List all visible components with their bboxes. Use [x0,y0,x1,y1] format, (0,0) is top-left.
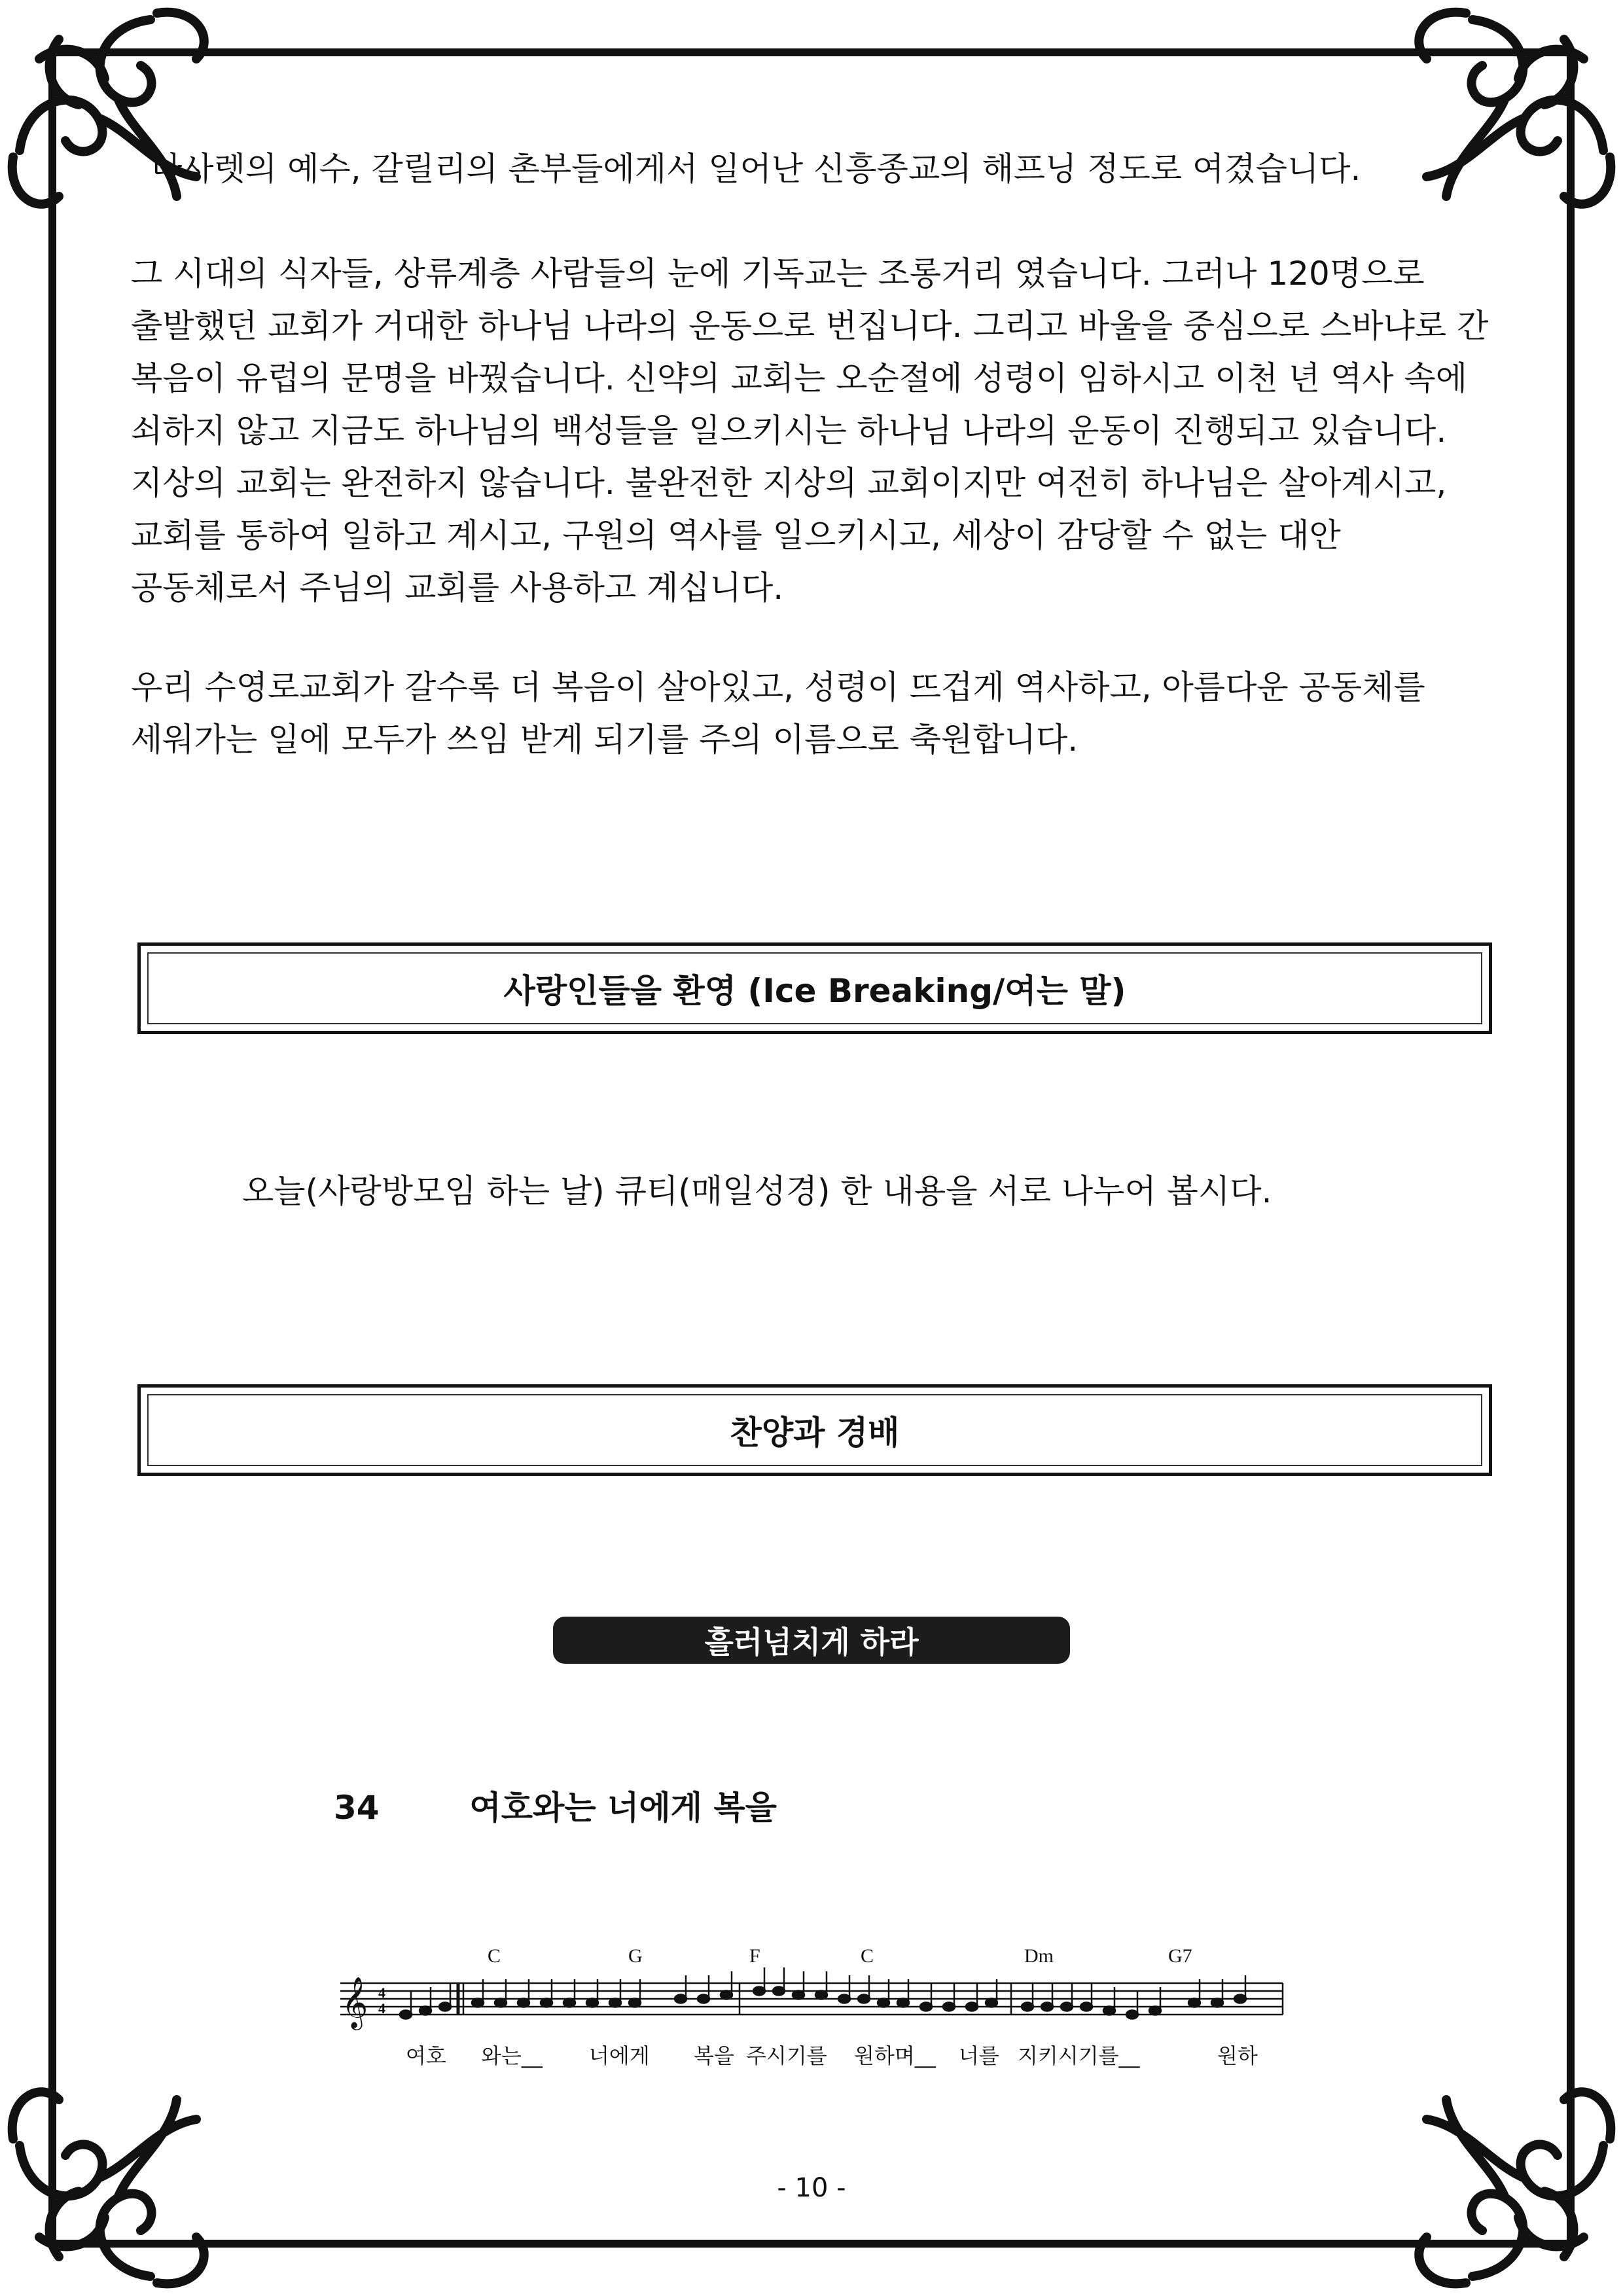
section-title: 사랑인들을 환영 (Ice Breaking/여는 말) [147,952,1482,1024]
melody-notes [400,1967,1246,2019]
note-head [495,1999,507,2007]
section-header-ice-breaking [137,942,1492,1034]
note-head [943,2003,955,2011]
note-head [858,1995,870,2003]
paragraph-blessing [131,661,1492,766]
song-heading [334,1782,777,1829]
note-head [753,1987,765,1996]
text-line: 쇠하지 않고 지금도 하나님의 백성들을 일으키시는 하나님 나라의 운동이 진행되고 있습니다. [131,412,1447,450]
note-head [1149,2007,1161,2015]
chord-label: Dm [1024,1945,1054,1967]
note-head [472,1999,484,2007]
text-line: 공동체로서 주님의 교회를 사용하고 계십니다. [131,569,784,607]
note-head [629,1999,641,2007]
note-head [1188,1999,1200,2007]
note-head [518,1999,529,2007]
time-signature-bottom: 4 [378,2000,385,2017]
note-head [1103,2007,1115,2015]
treble-clef-icon: 𝄞 [342,1977,368,2028]
lyric: 원하 [1217,2043,1258,2068]
chord-label: G7 [1168,1945,1192,1967]
note-head [563,1999,575,2007]
note-head [698,1995,709,2003]
note-head [920,2003,932,2011]
note-head [721,1991,732,2000]
lyric: 여호 [406,2043,446,2068]
note-head [878,1999,889,2007]
chord-label: F [749,1945,760,1967]
chord-label: G [628,1945,643,1967]
note-head [838,1995,850,2003]
note-head [400,2011,412,2019]
chord-label: C [488,1945,501,1967]
note-head [1061,2003,1073,2011]
chord-label: C [861,1945,874,1967]
lyric: 지키시기를__ [1018,2043,1140,2068]
note-head [609,1999,621,2007]
text-line: 세워가는 일에 모두가 쓰임 받게 되기를 주의 이름으로 축원합니다. [131,721,1079,759]
text-line: 출발했던 교회가 거대한 하나님 나라의 운동으로 번집니다. 그리고 바울을 중심으로 스바냐로 간 [131,307,1489,345]
note-head [773,1987,785,1996]
note-head [586,1999,598,2007]
paragraph-intro [131,143,1492,195]
note-head [1041,2003,1053,2011]
note-head [1211,1999,1223,2007]
song-title: 여호와는 너에게 복을 [469,1789,777,1827]
text-line: 나사렛의 예수, 갈릴리의 촌부들에게서 일어난 신흥종교의 해프닝 정도로 여겼습니다. [151,150,1361,188]
note-head [439,2003,451,2011]
text-line: 교회를 통하여 일하고 계시고, 구원의 역사를 일으키시고, 세상이 감당할 수 없는 대안 [131,516,1341,554]
qt-prompt: 오늘(사랑방모임 하는 날) 큐티(매일성경) 한 내용을 서로 나누어 봅시다. [242,1172,1272,1210]
note-head [1126,2011,1138,2019]
song-set-label: 흘러넘치게 하라 [553,1617,1070,1664]
note-head [1022,2003,1033,2011]
lyric: 너에게 [589,2043,650,2068]
lyric: 너를 [959,2043,999,2068]
lyric: 주시기를 [746,2043,827,2068]
note-head [986,1999,997,2007]
paragraph-history [131,247,1492,614]
lyric: 원하며__ [854,2043,936,2068]
section-header-worship [137,1384,1492,1476]
sheet-music [327,1937,1296,2094]
page-number: - 10 - [777,2173,846,2203]
note-head [675,1995,687,2003]
note-head [966,2003,978,2011]
text-line: 지상의 교회는 완전하지 않습니다. 불완전한 지상의 교회이지만 여전히 하나님은 살아계시고, [131,464,1447,502]
lyric: 와는__ [481,2043,543,2068]
note-head [541,1999,552,2007]
text-line: 우리 수영로교회가 갈수록 더 복음이 살아있고, 성령이 뜨겁게 역사하고, 아름다운 공동체를 [131,668,1425,706]
lyric: 복을 [694,2043,734,2068]
note-head [793,1991,804,2000]
note-head [897,1999,909,2007]
note-head [1080,2003,1092,2011]
time-signature-top: 4 [378,1984,385,2001]
note-head [1234,1995,1246,2003]
text-line: 복음이 유럽의 문명을 바꿨습니다. 신약의 교회는 오순절에 성령이 임하시고 이천 년 역사 속에 [131,359,1468,397]
section-title: 찬양과 경배 [147,1394,1482,1466]
note-head [419,2007,431,2015]
note-head [815,1991,827,2000]
text-line: 그 시대의 식자들, 상류계층 사람들의 눈에 기독교는 조롱거리 였습니다. 그러나 120명으로 [131,255,1425,293]
song-number: 34 [334,1789,380,1827]
